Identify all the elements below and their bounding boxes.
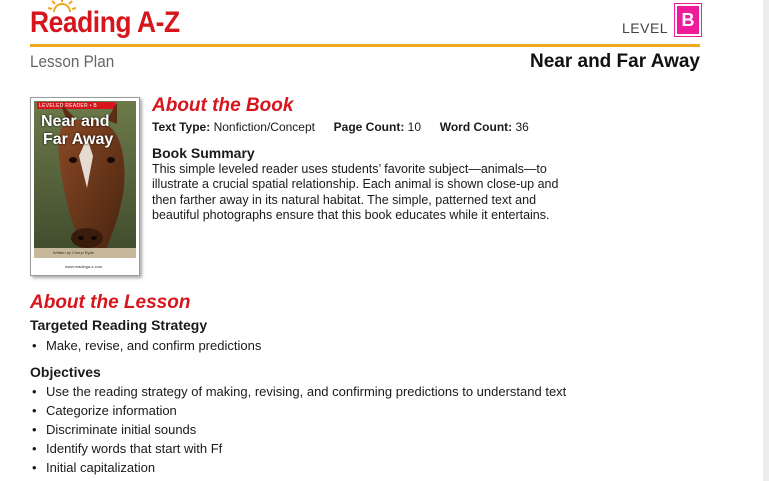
cover-title-line2: Far Away xyxy=(43,131,114,148)
book-cover-image xyxy=(30,97,140,276)
word-count-label: Word Count: xyxy=(439,120,513,134)
list-item: • Discriminate initial sounds xyxy=(30,420,566,439)
cover-series-label: LEVELED READER • B xyxy=(39,103,98,109)
list-item: • Categorize information xyxy=(30,401,566,420)
list-item: • Make, revise, and confirm predictions xyxy=(30,336,261,355)
doc-type: Lesson Plan xyxy=(30,52,115,71)
about-book-heading: About the Book xyxy=(152,95,294,116)
strategy-heading: Targeted Reading Strategy xyxy=(30,317,208,333)
page-count-label: Page Count: xyxy=(333,120,405,134)
brand-name: Reading A-Z xyxy=(30,6,180,39)
list-item: • Use the reading strategy of making, revising, and confirming predictions to understand text xyxy=(30,382,566,401)
about-lesson-heading: About the Lesson xyxy=(30,292,191,313)
objectives-heading: Objectives xyxy=(30,364,101,380)
book-title: Near and Far Away xyxy=(529,51,700,72)
cover-site: www.readinga-z.com xyxy=(65,264,103,269)
text-type-label: Text Type: xyxy=(152,120,211,134)
text-type-value: Nonfiction/Concept xyxy=(213,120,315,134)
book-summary-heading: Book Summary xyxy=(152,145,255,161)
header-divider xyxy=(30,44,700,47)
word-count-value: 36 xyxy=(515,120,529,134)
level-label: LEVEL xyxy=(622,20,669,36)
scrollbar[interactable] xyxy=(763,0,769,481)
objectives-list xyxy=(30,382,566,477)
cover-title-line1: Near and xyxy=(41,113,110,130)
list-item: • Identify words that start with Ff xyxy=(30,439,566,458)
strategy-list xyxy=(30,336,261,355)
cover-author: Written by Cheryl Ryan xyxy=(53,250,95,255)
book-meta xyxy=(152,120,529,134)
list-item: • Initial capitalization xyxy=(30,458,566,477)
book-summary-text: This simple leveled reader uses students’ favorite subject—animals—to illustrate a crucial spatial relationship. Each animal is shown close-up and then farther away in its natural habitat. The simple, patterned text and beautiful photographs ensure that this book educates while it entertains. xyxy=(152,162,559,222)
page-count-value: 10 xyxy=(407,120,422,134)
level-badge: B xyxy=(675,4,701,36)
